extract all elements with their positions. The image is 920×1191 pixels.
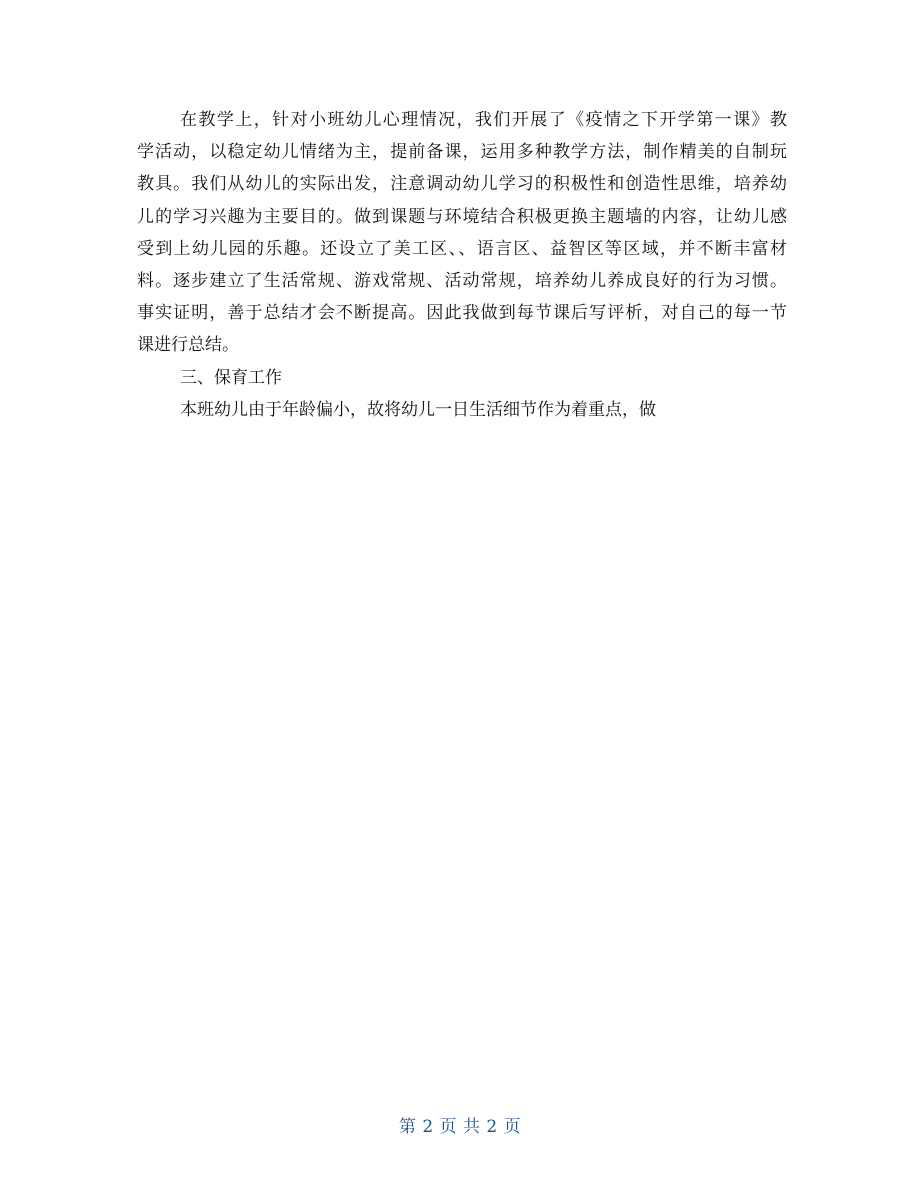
paragraph-line: 事实证明，善于总结才会不断提高。因此我做到每节课后写评析，对自己的每一节 [137,303,787,324]
paragraph-line: 本班幼儿由于年龄偏小，故将幼儿一日生活细节作为着重点，做 [180,399,656,420]
paragraph-line: 受到上幼儿园的乐趣。还设立了美工区、、语言区、益智区等区域，并不断丰富材 [137,238,787,259]
section-heading: 三、保育工作 [180,367,282,388]
paragraph-line: 课进行总结。 [137,335,239,356]
paragraph-line: 教具。我们从幼儿的实际出发，注意调动幼儿学习的积极性和创造性思维，培养幼 [137,174,787,195]
page-footer [0,1112,920,1137]
page-number: 第 2 页 共 2 页 [398,1117,522,1137]
paragraph-line: 在教学上，针对小班幼儿心理情况，我们开展了《疫情之下开学第一课》教 [180,110,787,130]
paragraph-line: 儿的学习兴趣为主要目的。做到课题与环境结合积极更换主题墙的内容，让幼儿感 [137,206,787,227]
document-body [137,104,787,426]
paragraph-line: 学活动，以稳定幼儿情绪为主，提前备课，运用多种教学方法，制作精美的自制玩 [137,142,787,163]
paragraph-line: 料。逐步建立了生活常规、游戏常规、活动常规，培养幼儿养成良好的行为习惯。 [137,270,787,291]
